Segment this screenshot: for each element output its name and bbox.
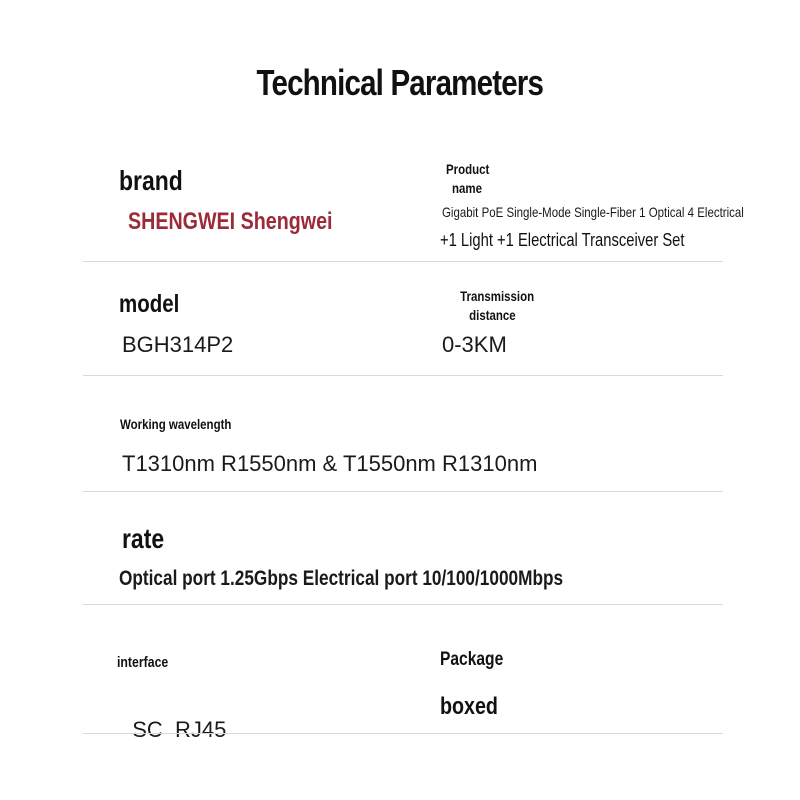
model-value-text: BGH314P2 <box>122 332 234 357</box>
product-name-value-line1 <box>442 204 800 220</box>
brand-value <box>128 208 377 236</box>
brand-label <box>119 165 197 197</box>
transmission-distance-label <box>452 287 535 325</box>
divider-2 <box>83 375 723 376</box>
package-label-text: Package <box>440 649 504 670</box>
divider-4 <box>83 604 723 605</box>
page-title <box>0 62 800 104</box>
divider-3 <box>83 491 723 492</box>
transmission-distance-value-text: 0-3KM <box>442 332 507 357</box>
transmission-distance-label-line1: Transmission <box>460 288 535 304</box>
model-value <box>122 332 233 358</box>
interface-value-text: SC RJ45 <box>132 717 227 742</box>
rate-value <box>119 567 661 591</box>
package-label <box>440 649 517 671</box>
working-wavelength-value-text: T1310nm R1550nm & T1550nm R1310nm <box>122 451 538 476</box>
rate-label-text: rate <box>122 523 165 554</box>
package-value <box>440 693 511 721</box>
brand-label-text: brand <box>119 165 183 196</box>
transmission-distance-value <box>442 332 507 358</box>
rate-label <box>122 523 173 555</box>
interface-label-text: interface <box>117 654 169 671</box>
divider-5 <box>83 733 723 734</box>
page-title-text: Technical Parameters <box>256 62 544 103</box>
product-name-label-line2: name <box>452 180 482 196</box>
product-name-value-line1-text: Gigabit PoE Single-Mode Single-Fiber 1 Optical 4 Electrical <box>442 204 744 220</box>
rate-value-text: Optical port 1.25Gbps Electrical port 10/100/1000Mbps <box>119 567 564 590</box>
divider-1 <box>83 261 723 262</box>
product-name-label <box>446 160 499 198</box>
working-wavelength-label-text: Working wavelength <box>120 416 232 432</box>
product-name-value-line2 <box>440 230 738 251</box>
model-label-text: model <box>119 290 180 318</box>
product-name-value-line2-text: +1 Light +1 Electrical Transceiver Set <box>440 230 685 250</box>
working-wavelength-label <box>120 415 256 434</box>
transmission-distance-label-line2: distance <box>468 307 516 323</box>
interface-value <box>120 691 226 743</box>
package-value-text: boxed <box>440 693 498 720</box>
model-label <box>119 290 193 319</box>
interface-label <box>117 653 180 672</box>
product-name-label-line1: Product <box>446 161 490 177</box>
working-wavelength-value <box>122 451 537 477</box>
brand-value-text: SHENGWEI Shengwei <box>128 208 333 235</box>
